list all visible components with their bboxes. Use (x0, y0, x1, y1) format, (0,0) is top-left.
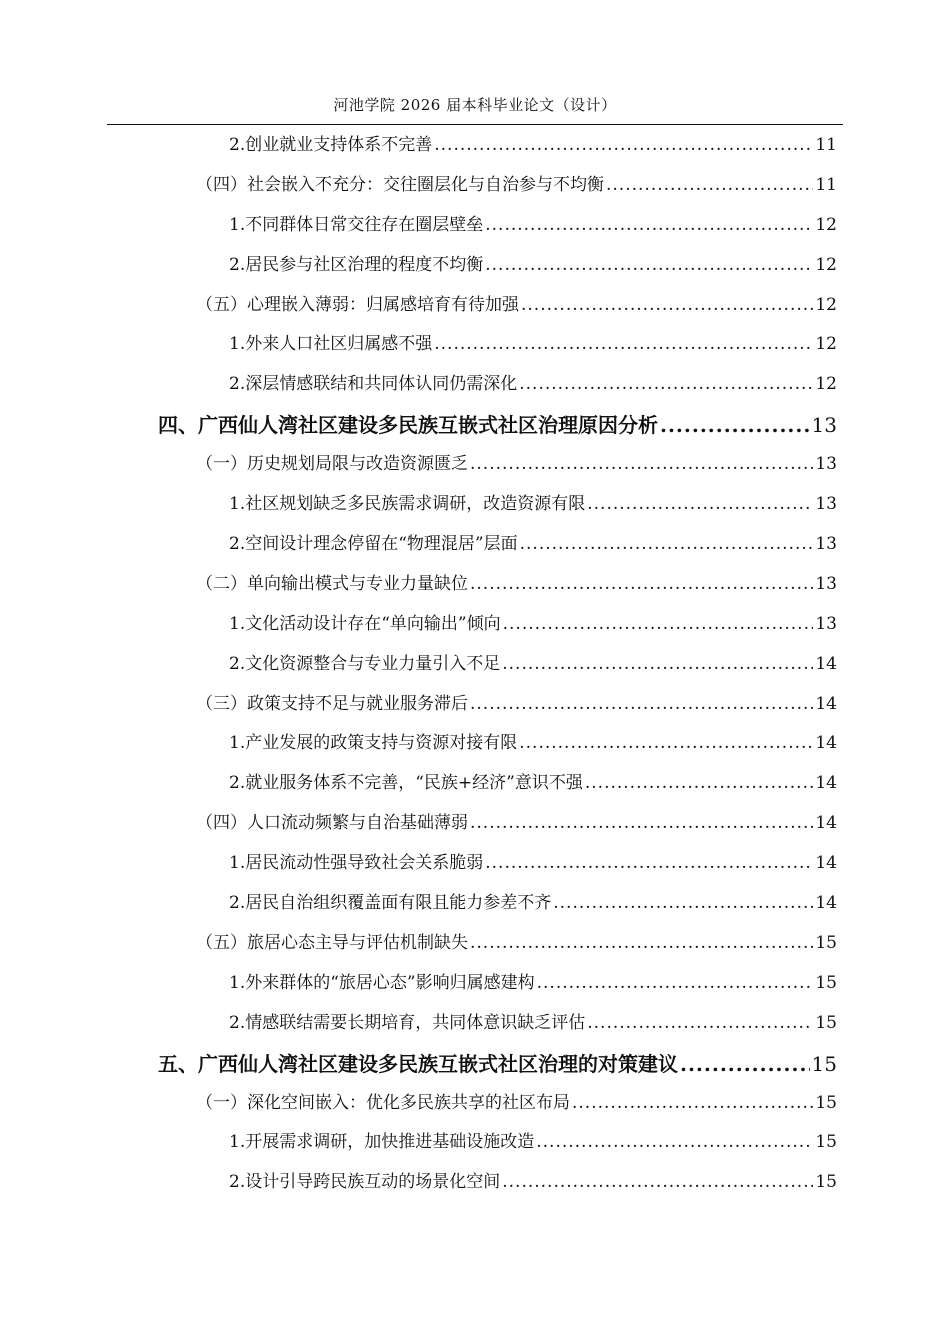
toc-entry-title: （三）政策支持不足与就业服务滞后 (196, 693, 468, 714)
toc-subsection-entry[interactable] (0, 724, 950, 764)
toc-dot-leader (587, 1004, 813, 1044)
toc-entry-title: 1.居民流动性强导致社会关系脆弱 (229, 853, 484, 874)
toc-dot-leader (485, 844, 813, 884)
toc-entry-title: 1.社区规划缺乏多民族需求调研，改造资源有限 (229, 494, 586, 515)
toc-page-number: 15 (815, 932, 837, 953)
toc-subsection-entry[interactable] (0, 884, 950, 924)
toc-entry-title: 1.外来群体的“旅居心态”影响归属感建构 (229, 972, 535, 993)
toc-entry-title: 五、广西仙人湾社区建设多民族互嵌式社区治理的对策建议 (158, 1051, 678, 1076)
toc-page-number: 14 (815, 693, 837, 714)
toc-page-number: 12 (815, 374, 837, 395)
toc-page-number: 14 (815, 853, 837, 874)
toc-dot-leader (434, 325, 813, 365)
toc-dot-leader (521, 286, 813, 326)
toc-page-number: 12 (815, 214, 837, 235)
toc-page-number: 15 (815, 1012, 837, 1033)
toc-subsection-entry[interactable] (0, 964, 950, 1004)
toc-subsection-entry[interactable] (0, 325, 950, 365)
toc-dot-leader (434, 126, 813, 166)
toc-dot-leader (520, 525, 814, 565)
toc-entry-title: （四）人口流动频繁与自治基础薄弱 (196, 813, 468, 834)
toc-entry-title: 1.开展需求调研，加快推进基础设施改造 (229, 1132, 535, 1153)
toc-subsection-entry[interactable] (0, 525, 950, 565)
toc-dot-leader (502, 1163, 813, 1203)
toc-section-entry[interactable] (0, 924, 950, 964)
toc-entry-title: 1.不同群体日常交往存在圈层壁垒 (229, 214, 484, 235)
toc-entry-title: （四）社会嵌入不充分：交往圈层化与自治参与不均衡 (196, 174, 604, 195)
toc-section-entry[interactable] (0, 685, 950, 725)
toc-dot-leader (536, 1123, 813, 1163)
toc-page-number: 13 (815, 613, 837, 634)
toc-subsection-entry[interactable] (0, 126, 950, 166)
toc-page-number: 15 (815, 1172, 837, 1193)
toc-page-number: 15 (815, 972, 837, 993)
toc-section-entry[interactable] (0, 565, 950, 605)
toc-entry-title: （五）心理嵌入薄弱：归属感培育有待加强 (196, 294, 519, 315)
toc-dot-leader (519, 365, 813, 405)
page-header: 河池学院 2026 届本科毕业论文（设计） (333, 96, 617, 114)
toc-dot-leader (470, 804, 813, 844)
toc-dot-leader (660, 405, 810, 445)
toc-dot-leader (585, 764, 814, 804)
toc-dot-leader (470, 685, 813, 725)
toc-dot-leader (553, 884, 813, 924)
toc-dot-leader (485, 206, 813, 246)
toc-entry-title: 2.居民参与社区治理的程度不均衡 (229, 254, 484, 275)
toc-page-number: 13 (815, 494, 837, 515)
toc-page-number: 13 (815, 573, 837, 594)
toc-subsection-entry[interactable] (0, 365, 950, 405)
toc-dot-leader (606, 166, 813, 206)
toc-chapter-entry[interactable] (0, 1044, 950, 1084)
toc-page-number: 15 (815, 1132, 837, 1153)
toc-page-number: 11 (815, 135, 837, 155)
header-rule (107, 124, 843, 125)
toc-dot-leader (537, 964, 814, 1004)
toc-dot-leader (470, 445, 813, 485)
toc-dot-leader (587, 485, 813, 525)
toc-page-number: 14 (815, 733, 837, 754)
toc-page-number: 12 (815, 294, 837, 315)
toc-entry-title: 2.居民自治组织覆盖面有限且能力参差不齐 (229, 893, 552, 914)
toc-section-entry[interactable] (0, 445, 950, 485)
toc-subsection-entry[interactable] (0, 1123, 950, 1163)
toc-dot-leader (502, 645, 813, 685)
toc-subsection-entry[interactable] (0, 1163, 950, 1203)
toc-page-number: 14 (815, 813, 837, 834)
toc-entry-title: 1.产业发展的政策支持与资源对接有限 (229, 733, 518, 754)
toc-entry-title: （一）深化空间嵌入：优化多民族共享的社区布局 (196, 1092, 570, 1113)
toc-dot-leader (680, 1044, 810, 1084)
toc-entry-title: 2.深层情感联结和共同体认同仍需深化 (229, 374, 518, 395)
toc-section-entry[interactable] (0, 286, 950, 326)
toc-entry-title: 2.就业服务体系不完善，“民族+经济”意识不强 (229, 773, 583, 794)
toc-page-number: 14 (815, 653, 837, 674)
toc-entry-title: （二）单向输出模式与专业力量缺位 (196, 573, 468, 594)
toc-entry-title: （五）旅居心态主导与评估机制缺失 (196, 932, 468, 953)
toc-entry-title: （一）历史规划局限与改造资源匮乏 (196, 454, 468, 475)
toc-dot-leader (470, 565, 813, 605)
toc-subsection-entry[interactable] (0, 844, 950, 884)
toc-dot-leader (519, 724, 813, 764)
toc-entry-title: 2.创业就业支持体系不完善 (229, 135, 433, 155)
toc-subsection-entry[interactable] (0, 645, 950, 685)
toc-page-number: 11 (815, 174, 837, 195)
toc-page-number: 12 (815, 254, 837, 275)
toc-page-number: 13 (815, 534, 837, 555)
toc-subsection-entry[interactable] (0, 764, 950, 804)
toc-subsection-entry[interactable] (0, 1004, 950, 1044)
toc-subsection-entry[interactable] (0, 206, 950, 246)
toc-dot-leader (470, 924, 813, 964)
toc-subsection-entry[interactable] (0, 485, 950, 525)
toc-page-number: 15 (815, 1092, 837, 1113)
toc-entry-title: 2.文化资源整合与专业力量引入不足 (229, 653, 501, 674)
toc-dot-leader (572, 1084, 813, 1124)
toc-page-number: 14 (815, 893, 837, 914)
toc-dot-leader (485, 246, 813, 286)
table-of-contents (0, 126, 950, 1203)
toc-page-number: 13 (815, 454, 837, 475)
toc-subsection-entry[interactable] (0, 605, 950, 645)
toc-page-number: 13 (811, 413, 837, 438)
toc-chapter-entry[interactable] (0, 405, 950, 445)
toc-page-number: 14 (815, 773, 837, 794)
toc-page-number: 15 (811, 1051, 837, 1076)
toc-entry-title: 2.空间设计理念停留在“物理混居”层面 (229, 534, 518, 555)
toc-entry-title: 2.设计引导跨民族互动的场景化空间 (229, 1172, 501, 1193)
toc-subsection-entry[interactable] (0, 246, 950, 286)
toc-dot-leader (503, 605, 814, 645)
toc-entry-title: 1.外来人口社区归属感不强 (229, 334, 433, 355)
toc-entry-title: 2.情感联结需要长期培育，共同体意识缺乏评估 (229, 1012, 586, 1033)
toc-entry-title: 1.文化活动设计存在“单向输出”倾向 (229, 613, 501, 634)
toc-section-entry[interactable] (0, 166, 950, 206)
toc-page-number: 12 (815, 334, 837, 355)
toc-section-entry[interactable] (0, 804, 950, 844)
toc-entry-title: 四、广西仙人湾社区建设多民族互嵌式社区治理原因分析 (158, 413, 658, 438)
toc-section-entry[interactable] (0, 1084, 950, 1124)
